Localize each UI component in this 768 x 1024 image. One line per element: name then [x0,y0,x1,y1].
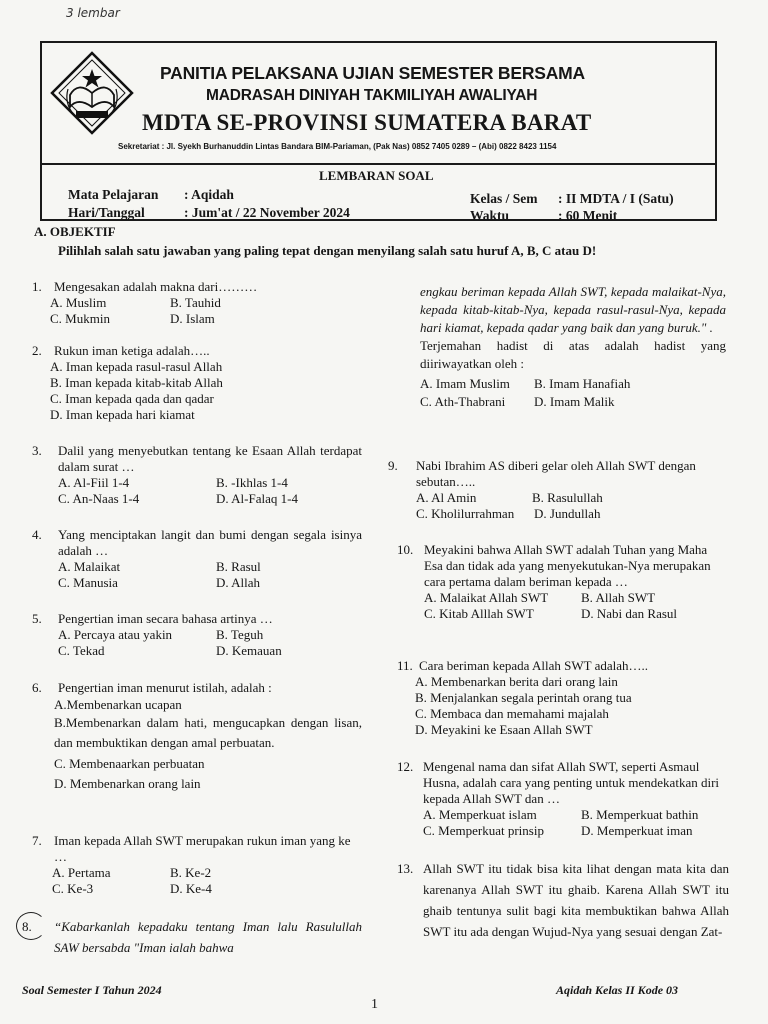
option-a: A. Malaikat [58,559,121,574]
question-12 [397,759,729,839]
option-c: C. Ath-Thabrani [420,394,506,409]
question-number: 13. [397,861,414,876]
option-b: B. Teguh [216,627,264,642]
waktu-label: Waktu [470,208,510,223]
question-number: 3. [32,443,42,458]
question-3 [32,443,362,507]
question-text-continued: engkau beriman kepada Allah SWT, kepada malaikat-Nya, kepada kitab-kitab-Nya, kepada rasul-rasul-Nya, kepada hari kiamat, kepada qadar yang baik dan yang buruk." . [420,284,726,335]
mapel-label: Mata Pelajaran [68,187,159,202]
option-d: D. Membenarkan orang lain [54,775,201,791]
question-text: Mengenal nama dan sifat Allah SWT, seperti Asmaul Husna, adalah cara yang penting untuk mendekatkan diri kepada Allah SWT dan … [423,759,720,806]
option-d: D. Nabi dan Rasul [581,606,678,621]
footer-left: Soal Semester I Tahun 2024 [22,983,162,997]
waktu-value: : 60 Menit [558,208,618,223]
option-a: A. Al Amin [416,490,477,505]
question-text: Meyakini bahwa Allah SWT adalah Tuhan yang Maha Esa dan tidak ada yang menyekutukan-Nya merupakan cara pertama dalam beriman kepada … [424,542,711,589]
question-text: Pengertian iman secara bahasa artinya … [58,611,273,626]
option-b: B. -Ikhlas 1-4 [216,475,288,490]
option-d: D. Jundullah [534,506,601,521]
question-7 [32,833,362,897]
question-number: 8. [22,919,32,934]
option-d: D. Al-Falaq 1-4 [216,491,298,506]
header-line-3: MDTA SE-PROVINSI SUMATERA BARAT [142,110,592,135]
madrasah-emblem-icon [48,49,136,137]
question-9 [388,458,728,522]
question-number: 7. [32,833,42,848]
question-11 [397,658,729,738]
question-number: 6. [32,680,42,695]
option-c: C. Ke-3 [52,881,94,896]
page-number: 1 [371,997,378,1012]
option-c: C. Kholilurrahman [416,506,515,521]
section-title: A. OBJEKTIF [34,224,116,239]
option-c: C. Kitab Alllah SWT [424,606,534,621]
header-divider [42,163,715,165]
option-a: A. Iman kepada rasul-rasul Allah [50,359,223,374]
option-a: A. Membenarkan berita dari orang lain [415,674,618,689]
option-b: B. Ke-2 [170,865,212,880]
question-number: 11. [397,658,413,673]
option-b: B. Tauhid [170,295,221,310]
option-b: B. Imam Hanafiah [534,376,631,391]
question-text: Nabi Ibrahim AS diberi gelar oleh Allah SWT dengan sebutan….. [416,458,696,489]
option-d: D. Islam [170,311,215,326]
question-number: 9. [388,458,398,473]
question-13 [397,858,729,942]
header-line-1: PANITIA PELAKSANA UJIAN SEMESTER BERSAMA [160,63,585,83]
question-1 [32,279,362,327]
option-b: B. Allah SWT [581,590,656,605]
option-a: A. Percaya atau yakin [58,627,173,642]
question-number: 2. [32,343,42,358]
question-text: Yang menciptakan langit dan bumi dengan segala isinya adalah … [58,527,362,558]
question-subtext: Terjemahan hadist di atas adalah hadist yang diiriwayatkan oleh : [420,338,726,371]
question-number: 4. [32,527,42,542]
option-c: C. Iman kepada qada dan qadar [50,391,214,406]
footer-right: Aqidah Kelas II Kode 03 [556,983,679,997]
question-text: Mengesakan adalah makna dari……… [54,279,258,294]
header-line-2: MADRASAH DINIYAH TAKMILIYAH AWALIYAH [206,87,538,104]
option-d: D. Meyakini ke Esaan Allah SWT [415,722,593,737]
sheet-title: LEMBARAN SOAL [319,168,434,183]
option-d: D. Imam Malik [534,394,615,409]
option-c: C. Manusia [58,575,118,590]
question-text: Cara beriman kepada Allah SWT adalah….. [419,658,648,673]
kelas-value: : II MDTA / I (Satu) [558,191,674,206]
option-d: D. Allah [216,575,261,590]
section-instruction: Pilihlah salah satu jawaban yang paling tepat dengan menyilang salah satu huruf A, B, C atau D! [58,243,597,258]
question-text: Dalil yang menyebutkan tentang ke Esaan Allah terdapat dalam surat … [58,443,362,474]
question-text: Rukun iman ketiga adalah….. [54,343,210,358]
option-a: A. Al-Fiil 1-4 [58,475,130,490]
question-text: Pengertian iman menurut istilah, adalah : [58,680,272,695]
option-c: C. Membenaarkan perbuatan [54,756,205,771]
option-c: C. An-Naas 1-4 [58,491,140,506]
option-d: D. Iman kepada hari kiamat [50,407,195,422]
question-5 [32,611,362,659]
question-number: 1. [32,279,42,294]
question-number: 12. [397,759,414,774]
handwritten-note: 3 lembar [66,6,120,20]
option-a: A. Memperkuat islam [423,807,537,822]
question-10 [397,542,729,622]
question-8 [22,916,362,958]
option-c: C. Mukmin [50,311,110,326]
mapel-value: : Aqidah [184,187,234,202]
option-a: A. Pertama [52,865,111,880]
option-a: A. Imam Muslim [420,376,510,391]
exam-header [40,41,717,221]
option-b: B. Rasul [216,559,261,574]
option-c: C. Memperkuat prinsip [423,823,544,838]
question-6 [32,680,362,792]
option-b: B. Memperkuat bathin [581,807,699,822]
option-b: B. Iman kepada kitab-kitab Allah [50,375,223,390]
question-2 [32,343,362,423]
secretariat-address: Sekretariat : Jl. Syekh Burhanuddin Lintas Bandara BIM-Pariaman, (Pak Nas) 0852 7405 0289 – (Abi) 0822 8423 1154 [118,142,557,151]
option-d: D. Memperkuat iman [581,823,693,838]
option-a: A. Malaikat Allah SWT [424,590,549,605]
option-c: C. Tekad [58,643,105,658]
option-a: A. Muslim [50,295,107,310]
question-text: Allah SWT itu tidak bisa kita lihat dengan mata kita dan karenanya Allah SWT itu ghaib. Karena Allah SWT itu ghaib tentunya sulit bagi kita membuktikan bahwa Allah SWT itu ada dengan Wujud-Nya yang sesuai dengan Zat- [423,861,729,939]
option-a: A.Membenarkan ucapan [54,696,182,712]
question-8-continued [420,283,726,411]
option-d: D. Ke-4 [170,881,212,896]
option-b: B. Rasulullah [532,490,603,505]
question-number: 5. [32,611,42,626]
kelas-label: Kelas / Sem [470,191,538,206]
question-4 [32,527,362,591]
question-number: 10. [397,542,414,557]
question-text: “Kabarkanlah kepadaku tentang Iman lalu Rasulullah SAW bersabda "Iman ialah bahwa [54,919,362,955]
option-c: C. Membaca dan memahami majalah [415,706,609,721]
option-d: D. Kemauan [216,643,282,658]
hari-label: Hari/Tanggal [68,205,145,220]
hari-value: : Jum'at / 22 November 2024 [184,205,350,220]
question-text: Iman kepada Allah SWT merupakan rukun iman yang ke … [54,833,351,864]
option-b: B. Menjalankan segala perintah orang tua [415,690,632,705]
option-b: B.Membenarkan dalam hati, mengucapkan dengan lisan, dan membuktikan dengan amal perbuatan. [54,715,362,750]
